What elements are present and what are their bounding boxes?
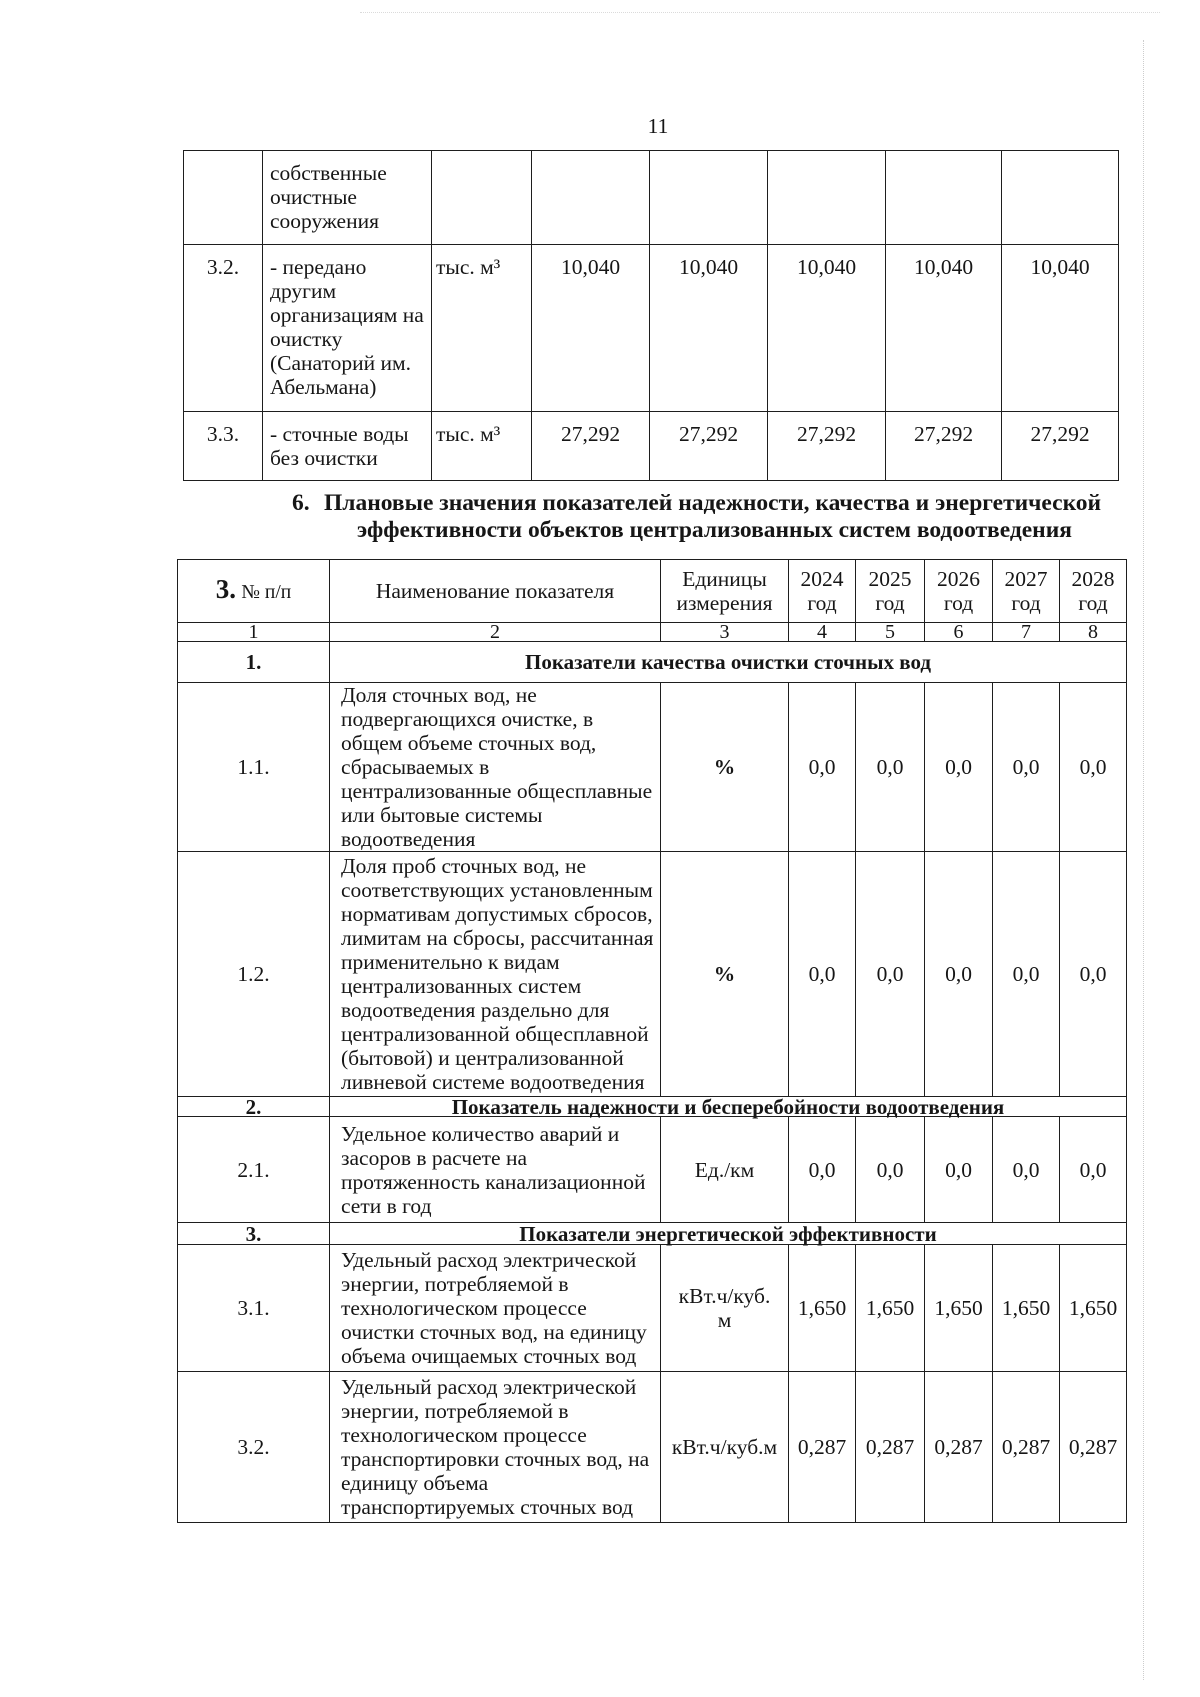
indicator-name-cell: Доля проб сточных вод, не соответствующих установленным нормативам допустимых сбросов, лимитам на сбросы, рассчитанная применительно к видам централизованных систем водоотведения раздельно для централизованной общесплавной (бытовой) и централизованной ливневой системе водоотведения <box>330 852 661 1097</box>
section-heading <box>292 490 1172 544</box>
value-cell: 0,0 <box>925 852 993 1097</box>
unit-cell: Ед./км <box>661 1117 789 1223</box>
unit-cell: тыс. м³ <box>432 245 532 412</box>
indicator-row <box>178 683 1127 852</box>
value-cell: 0,287 <box>925 1372 993 1523</box>
header-cell-year: 2024 год <box>789 560 856 623</box>
value-cell: 1,650 <box>925 1245 993 1372</box>
value-cell: 0,0 <box>993 683 1060 852</box>
value-cell: 1,650 <box>1060 1245 1127 1372</box>
value-cell: 0,287 <box>856 1372 925 1523</box>
header-cell-year: 2026 год <box>925 560 993 623</box>
value-cell: 0,0 <box>1060 1117 1127 1223</box>
group-title-cell: Показатели качества очистки сточных вод <box>330 642 1127 683</box>
row-number-cell: 3.3. <box>184 412 263 481</box>
column-number-row <box>178 623 1127 642</box>
row-number-cell: 2.1. <box>178 1117 330 1223</box>
header-cell-year: 2028 год <box>1060 560 1127 623</box>
value-cell: 0,0 <box>925 1117 993 1223</box>
group-row <box>178 1097 1127 1117</box>
header-cell-unit: Единицы измерения <box>661 560 789 623</box>
header-cell-year: 2025 год <box>856 560 925 623</box>
column-number-cell: 4 <box>789 623 856 642</box>
row-number-cell: 3.2. <box>178 1372 330 1523</box>
header-cell-number <box>178 560 330 623</box>
indicator-name-cell: собственные очистные сооружения <box>263 151 432 245</box>
value-cell: 0,0 <box>789 1117 856 1223</box>
indicator-name-cell: Доля сточных вод, не подвергающихся очистке, в общем объеме сточных вод, сбрасываемых в централизованные общесплавные или бытовые системы водоотведения <box>330 683 661 852</box>
group-number-cell: 3. <box>178 1223 330 1245</box>
indicator-row <box>178 1117 1127 1223</box>
value-cell: 0,0 <box>856 683 925 852</box>
row-number-cell: 1.2. <box>178 852 330 1097</box>
section-heading-line <box>292 490 1172 517</box>
indicator-name-cell: - передано другим организациям на очистку (Санаторий им. Абельмана) <box>263 245 432 412</box>
header-row <box>178 560 1127 623</box>
value-cell: 1,650 <box>993 1245 1060 1372</box>
value-cell: 0,0 <box>789 683 856 852</box>
value-cell <box>650 151 768 245</box>
column-number-cell: 7 <box>993 623 1060 642</box>
unit-cell <box>432 151 532 245</box>
value-cell: 27,292 <box>532 412 650 481</box>
scan-edge-artifact <box>360 12 1160 13</box>
value-cell: 0,0 <box>1060 683 1127 852</box>
indicator-name-cell: Удельный расход электрической энергии, потребляемой в технологическом процессе транспортировки сточных вод, на единицу объема транспортируемых сточных вод <box>330 1372 661 1523</box>
indicator-name-cell: Удельное количество аварий и засоров в расчете на протяженность канализационной сети в год <box>330 1117 661 1223</box>
row-number-cell: 3.1. <box>178 1245 330 1372</box>
top-table-row <box>184 151 1119 245</box>
header-cell-name: Наименование показателя <box>330 560 661 623</box>
value-cell: 10,040 <box>768 245 886 412</box>
group-row <box>178 1223 1127 1245</box>
value-cell: 1,650 <box>856 1245 925 1372</box>
column-number-cell: 5 <box>856 623 925 642</box>
value-cell: 0,0 <box>856 1117 925 1223</box>
indicator-row <box>178 852 1127 1097</box>
value-cell: 27,292 <box>886 412 1002 481</box>
value-cell: 0,0 <box>789 852 856 1097</box>
unit-cell: кВт.ч/куб. м <box>661 1245 789 1372</box>
value-cell: 10,040 <box>1002 245 1119 412</box>
value-cell: 0,0 <box>1060 852 1127 1097</box>
value-cell: 0,287 <box>993 1372 1060 1523</box>
group-title-cell: Показатели энергетической эффективности <box>330 1223 1127 1245</box>
value-cell: 0,287 <box>789 1372 856 1523</box>
column-number-cell: 1 <box>178 623 330 642</box>
column-number-cell: 2 <box>330 623 661 642</box>
page-number: 11 <box>647 114 669 138</box>
column-number-cell: 6 <box>925 623 993 642</box>
value-cell: 0,0 <box>993 852 1060 1097</box>
row-number-cell: 3.2. <box>184 245 263 412</box>
unit-cell: % <box>661 683 789 852</box>
indicator-name-cell: - сточные воды без очистки <box>263 412 432 481</box>
top-table <box>183 150 1119 481</box>
header-number-label: № п/п <box>241 582 292 603</box>
value-cell: 27,292 <box>650 412 768 481</box>
row-number-cell: 1.1. <box>178 683 330 852</box>
value-cell: 1,650 <box>789 1245 856 1372</box>
section-heading-text: Плановые значения показателей надежности, качества и энергетической <box>324 490 1102 516</box>
value-cell: 0,0 <box>856 852 925 1097</box>
group-title-cell: Показатель надежности и бесперебойности водоотведения <box>330 1097 1127 1117</box>
value-cell <box>886 151 1002 245</box>
value-cell: 0,287 <box>1060 1372 1127 1523</box>
value-cell: 10,040 <box>650 245 768 412</box>
indicators-table <box>177 559 1127 1523</box>
indicator-row <box>178 1245 1127 1372</box>
indicator-row <box>178 1372 1127 1523</box>
value-cell <box>768 151 886 245</box>
value-cell: 0,0 <box>993 1117 1060 1223</box>
value-cell <box>532 151 650 245</box>
value-cell <box>1002 151 1119 245</box>
top-table-row <box>184 245 1119 412</box>
value-cell: 27,292 <box>1002 412 1119 481</box>
group-row <box>178 642 1127 683</box>
header-number-prefix: 3. <box>215 574 237 604</box>
value-cell: 0,0 <box>925 683 993 852</box>
row-number-cell <box>184 151 263 245</box>
header-cell-year: 2027 год <box>993 560 1060 623</box>
indicator-name-cell: Удельный расход электрической энергии, потребляемой в технологическом процессе очистки сточных вод, на единицу объема очищаемых сточных вод <box>330 1245 661 1372</box>
group-number-cell: 2. <box>178 1097 330 1117</box>
value-cell: 10,040 <box>886 245 1002 412</box>
section-heading-line: эффективности объектов централизованных систем водоотведения <box>357 517 1072 543</box>
column-number-cell: 8 <box>1060 623 1127 642</box>
scan-edge-artifact <box>1143 40 1144 1680</box>
section-heading-number: 6. <box>292 490 310 516</box>
unit-cell: % <box>661 852 789 1097</box>
top-table-row <box>184 412 1119 481</box>
column-number-cell: 3 <box>661 623 789 642</box>
unit-cell: тыс. м³ <box>432 412 532 481</box>
group-number-cell: 1. <box>178 642 330 683</box>
value-cell: 10,040 <box>532 245 650 412</box>
unit-cell: кВт.ч/куб.м <box>661 1372 789 1523</box>
value-cell: 27,292 <box>768 412 886 481</box>
